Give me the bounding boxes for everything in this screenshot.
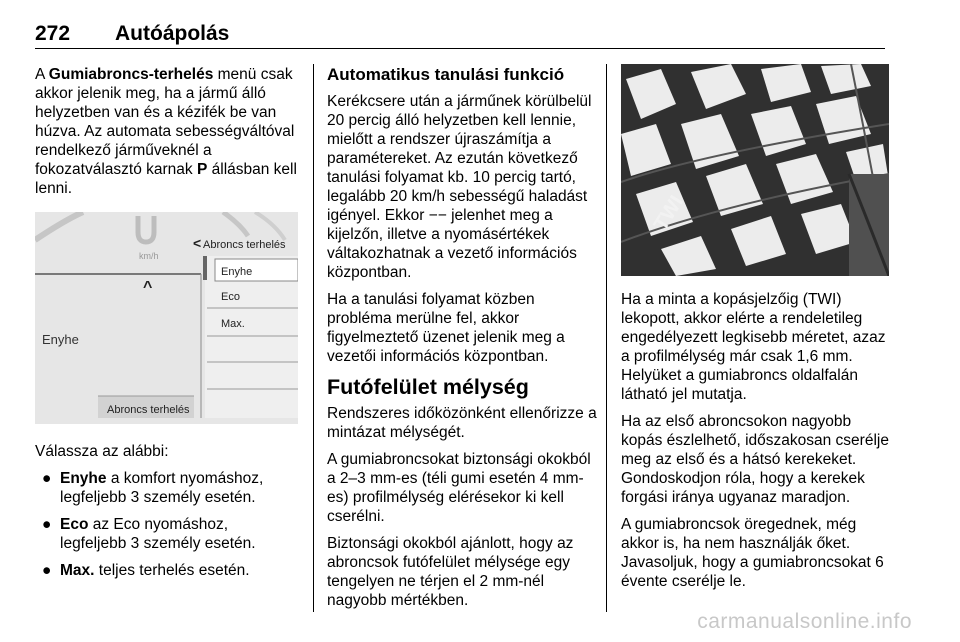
bullet-icon: ● (42, 516, 52, 533)
current-mode-label: Enyhe (42, 332, 79, 347)
intro-text: menü csak akkor jelenik meg, ha a jármű álló helyzetben van és a kézifék be van húzva. Az automata sebességváltóval rendelkező járműveknél a fokozatválasztó karnak (35, 66, 295, 178)
intro-paragraph (35, 65, 298, 198)
bullet-term: Eco (60, 516, 89, 533)
paragraph: A gumiabroncsokat biztonsági okokból a 2–3 mm-es (téli gumi esetén 4 mm-es) profilmélység elérésekor ki kell cserélni. (327, 451, 591, 525)
tire-tread-illustration (621, 64, 889, 276)
heading-tread-depth: Futófelület mélység (327, 375, 529, 399)
list-item (35, 515, 298, 553)
bullet-desc: teljes terhelés esetén. (94, 562, 250, 579)
chapter-title: Autóápolás (115, 22, 230, 45)
subheading-learning: Automatikus tanulási funkció (327, 65, 565, 84)
column-middle (327, 65, 597, 618)
up-arrow-icon: ^ (143, 279, 153, 296)
option-eco[interactable]: Eco (221, 291, 240, 303)
intro-text: A (35, 66, 49, 83)
list-item (35, 561, 298, 580)
column-left (35, 65, 298, 588)
paragraph: A gumiabroncsok öregednek, még akkor is, ha nem használják őket. Javasoljuk, hogy a gumiabroncsokat 6 évente cserélje le. (621, 516, 884, 590)
menu-title: Abroncs terhelés (203, 239, 286, 251)
column-divider (313, 64, 314, 612)
bullet-desc: az Eco nyomáshoz, legfeljebb 3 személy esetén. (60, 516, 256, 552)
paragraph: Ha a minta a kopásjelzőig (TWI) lekopott, akkor elérte a rendeletileg engedélyezett legkisebb méretet, azaz a profilmélység már csak 1,6 mm. Helyüket a gumiabroncs oldalfalán látható jel mutatja. (621, 291, 886, 403)
bottom-label: Abroncs terhelés (107, 404, 190, 416)
intro-term-menu: Gumiabroncs-terhelés (48, 66, 214, 83)
select-label: Válassza az alábbi: (35, 443, 169, 460)
paragraph: Biztonsági okokból ajánlott, hogy az abroncsok futófelület mélysége egy tengelyen ne térjen el 2 mm-nél nagyobb mértékben. (327, 535, 574, 609)
list-item (35, 469, 298, 507)
tire-tread-graphic (621, 64, 889, 276)
paragraph: Rendszeres időközönként ellenőrizze a mintázat mélységét. (327, 405, 597, 441)
intro-text: állásban kell lenni. (35, 161, 297, 197)
back-arrow-icon: < (193, 235, 202, 251)
option-max[interactable]: Max. (221, 318, 245, 330)
page-header (35, 22, 885, 49)
page-number: 272 (35, 22, 71, 45)
column-right (621, 65, 889, 599)
bullet-desc: a komfort nyomáshoz, legfeljebb 3 személy esetén. (60, 470, 264, 506)
watermark: carmanualsonline.info (697, 610, 912, 633)
paragraph: Ha a tanulási folyamat közben probléma merülne fel, akkor figyelmeztető üzenet jelenik meg a vezetői információs központban. (327, 291, 565, 365)
bullet-term: Max. (60, 562, 95, 579)
paragraph: Kerékcsere után a járműnek körülbelül 20 percig álló helyzetben kell lennie, mielőtt a rendszer újraszámítja a paramétereket. Az ezután következő tanulási folyamat kb. 10 percig tartó, legalább 20 km/h sebességű haladást igényel. Ekkor −− jelenhet meg a kijelzőn, illetve a nyomásértékek váltakozhatnak a vezető információs központban. (327, 93, 592, 281)
intro-term-gear: P (196, 161, 208, 178)
speed-unit-label: km/h (139, 251, 159, 261)
bullet-icon: ● (42, 562, 52, 579)
option-enyhe[interactable]: Enyhe (221, 266, 253, 278)
twi-marker-label: TWI (649, 191, 688, 235)
paragraph: Ha az első abroncsokon nagyobb kopás észlelhető, időszakosan cserélje meg az első és a hátsó kerekeket. Gondoskodjon róla, hogy a kerekek forgási iránya ugyanaz maradjon. (621, 413, 889, 506)
bullet-icon: ● (42, 470, 52, 487)
column-divider (606, 64, 607, 612)
bullet-term: Enyhe (60, 470, 107, 487)
tire-load-display-illustration (35, 212, 298, 424)
mode-list (35, 469, 298, 580)
